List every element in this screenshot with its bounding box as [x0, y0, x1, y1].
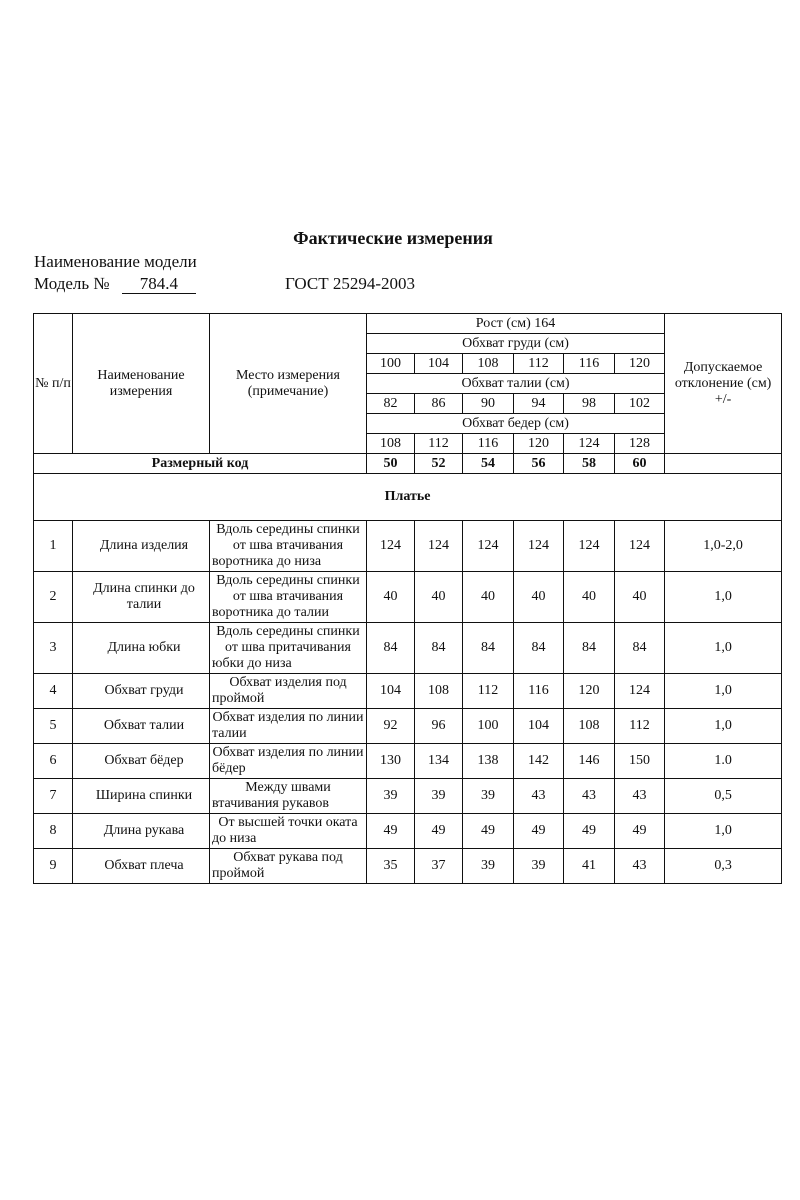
measurements-table: [33, 313, 782, 884]
waist-value: 98: [564, 394, 615, 414]
tolerance-value: 1,0-2,0: [665, 521, 782, 572]
measurement-value: 40: [367, 572, 415, 623]
hips-value: 116: [463, 434, 514, 454]
waist-label: Обхват талии (см): [367, 374, 665, 394]
col-header-number: № п/п: [34, 314, 73, 454]
measurement-place: Между швами втачивания рукавов: [210, 779, 367, 814]
measurement-value: 92: [367, 709, 415, 744]
measurement-value: 124: [463, 521, 514, 572]
measurement-value: 124: [564, 521, 615, 572]
measurement-value: 120: [564, 674, 615, 709]
chest-label: Обхват груди (см): [367, 334, 665, 354]
measurement-name: Длина юбки: [73, 623, 210, 674]
chest-value: 120: [615, 354, 665, 374]
measurement-value: 43: [615, 779, 665, 814]
measurement-value: 41: [564, 849, 615, 884]
measurement-value: 49: [367, 814, 415, 849]
measurement-place: Обхват изделия по линии бёдер: [210, 744, 367, 779]
measurement-value: 43: [615, 849, 665, 884]
hips-value: 120: [514, 434, 564, 454]
measurement-value: 142: [514, 744, 564, 779]
size-code: 60: [615, 454, 665, 474]
measurement-value: 124: [415, 521, 463, 572]
measurement-value: 104: [367, 674, 415, 709]
measurement-place: Вдоль середины спинки от шва втачивания воротника до низа: [210, 521, 367, 572]
table-row: [34, 521, 782, 572]
table-row: [34, 623, 782, 674]
measurement-value: 124: [514, 521, 564, 572]
measurement-name: Длина спинки до талии: [73, 572, 210, 623]
table-row: [34, 674, 782, 709]
col-header-name: Наименование измерения: [73, 314, 210, 454]
row-number: 8: [34, 814, 73, 849]
table-row: [34, 572, 782, 623]
measurement-value: 49: [415, 814, 463, 849]
measurement-value: 84: [564, 623, 615, 674]
tolerance-value: 1,0: [665, 623, 782, 674]
measurement-value: 138: [463, 744, 514, 779]
hips-value: 124: [564, 434, 615, 454]
gost-standard: ГОСТ 25294-2003: [285, 274, 416, 293]
waist-value: 90: [463, 394, 514, 414]
measurement-value: 40: [615, 572, 665, 623]
model-number: 784.4: [122, 275, 196, 294]
col-header-tolerance: Допускаемое отклонение (см) +/-: [665, 314, 782, 454]
tolerance-value: 1,0: [665, 709, 782, 744]
measurement-value: 37: [415, 849, 463, 884]
measurement-name: Обхват бёдер: [73, 744, 210, 779]
row-number: 6: [34, 744, 73, 779]
measurement-name: Длина изделия: [73, 521, 210, 572]
measurement-value: 49: [615, 814, 665, 849]
tolerance-value: 1,0: [665, 674, 782, 709]
measurement-value: 35: [367, 849, 415, 884]
measurement-value: 39: [514, 849, 564, 884]
tolerance-value: 0,5: [665, 779, 782, 814]
table-row: [34, 849, 782, 884]
measurement-value: 108: [564, 709, 615, 744]
measurement-value: 124: [615, 674, 665, 709]
waist-value: 94: [514, 394, 564, 414]
measurement-value: 84: [367, 623, 415, 674]
hips-label: Обхват бедер (см): [367, 414, 665, 434]
row-number: 7: [34, 779, 73, 814]
measurement-value: 40: [415, 572, 463, 623]
hips-value: 128: [615, 434, 665, 454]
measurement-value: 112: [463, 674, 514, 709]
table-row: [34, 744, 782, 779]
measurement-value: 130: [367, 744, 415, 779]
size-code-tolerance-empty: [665, 454, 782, 474]
measurement-value: 96: [415, 709, 463, 744]
size-code: 56: [514, 454, 564, 474]
measurement-value: 39: [463, 849, 514, 884]
measurement-value: 84: [463, 623, 514, 674]
model-number-label: Модель №: [34, 274, 110, 293]
measurement-value: 49: [564, 814, 615, 849]
section-title: Платье: [34, 474, 782, 521]
waist-value: 86: [415, 394, 463, 414]
hips-value: 108: [367, 434, 415, 454]
measurement-name: Длина рукава: [73, 814, 210, 849]
size-code: 54: [463, 454, 514, 474]
measurement-value: 84: [514, 623, 564, 674]
size-code: 52: [415, 454, 463, 474]
measurement-value: 124: [367, 521, 415, 572]
measurement-value: 43: [514, 779, 564, 814]
measurement-value: 43: [564, 779, 615, 814]
chest-value: 108: [463, 354, 514, 374]
measurement-value: 39: [415, 779, 463, 814]
measurement-place: Обхват рукава под проймой: [210, 849, 367, 884]
chest-value: 116: [564, 354, 615, 374]
measurement-place: Обхват изделия под проймой: [210, 674, 367, 709]
measurement-value: 116: [514, 674, 564, 709]
chest-value: 100: [367, 354, 415, 374]
measurement-name: Ширина спинки: [73, 779, 210, 814]
model-number-line: [34, 274, 594, 294]
tolerance-value: 1,0: [665, 814, 782, 849]
size-code: 58: [564, 454, 615, 474]
chest-value: 112: [514, 354, 564, 374]
tolerance-value: 0,3: [665, 849, 782, 884]
measurement-name: Обхват плеча: [73, 849, 210, 884]
measurement-value: 84: [615, 623, 665, 674]
measurement-place: Обхват изделия по линии талии: [210, 709, 367, 744]
row-number: 2: [34, 572, 73, 623]
chest-value: 104: [415, 354, 463, 374]
measurement-value: 150: [615, 744, 665, 779]
measurement-value: 100: [463, 709, 514, 744]
table-row: [34, 814, 782, 849]
measurement-value: 49: [463, 814, 514, 849]
waist-value: 102: [615, 394, 665, 414]
measurement-value: 39: [367, 779, 415, 814]
measurement-name: Обхват талии: [73, 709, 210, 744]
page-title: Фактические измерения: [293, 228, 493, 248]
tolerance-value: 1.0: [665, 744, 782, 779]
hips-value: 112: [415, 434, 463, 454]
measurement-name: Обхват груди: [73, 674, 210, 709]
measurement-value: 40: [514, 572, 564, 623]
measurement-value: 146: [564, 744, 615, 779]
measurement-value: 49: [514, 814, 564, 849]
measurement-place: Вдоль середины спинки от шва притачивания юбки до низа: [210, 623, 367, 674]
row-number: 9: [34, 849, 73, 884]
measurement-value: 108: [415, 674, 463, 709]
col-header-place: Место измерения (примечание): [210, 314, 367, 454]
row-number: 5: [34, 709, 73, 744]
waist-value: 82: [367, 394, 415, 414]
measurement-value: 104: [514, 709, 564, 744]
table-row: [34, 709, 782, 744]
row-number: 3: [34, 623, 73, 674]
measurement-value: 84: [415, 623, 463, 674]
measurement-value: 40: [564, 572, 615, 623]
table-row: [34, 779, 782, 814]
measurement-place: Вдоль середины спинки от шва втачивания воротника до талии: [210, 572, 367, 623]
measurement-place: От высшей точки оката до низа: [210, 814, 367, 849]
row-number: 4: [34, 674, 73, 709]
size-code: 50: [367, 454, 415, 474]
measurement-value: 112: [615, 709, 665, 744]
measurement-value: 134: [415, 744, 463, 779]
model-name-label: Наименование модели: [34, 252, 197, 271]
row-number: 1: [34, 521, 73, 572]
measurement-value: 124: [615, 521, 665, 572]
measurement-value: 40: [463, 572, 514, 623]
tolerance-value: 1,0: [665, 572, 782, 623]
measurement-value: 39: [463, 779, 514, 814]
size-code-label: Размерный код: [34, 454, 367, 474]
height-label: Рост (см) 164: [367, 314, 665, 334]
